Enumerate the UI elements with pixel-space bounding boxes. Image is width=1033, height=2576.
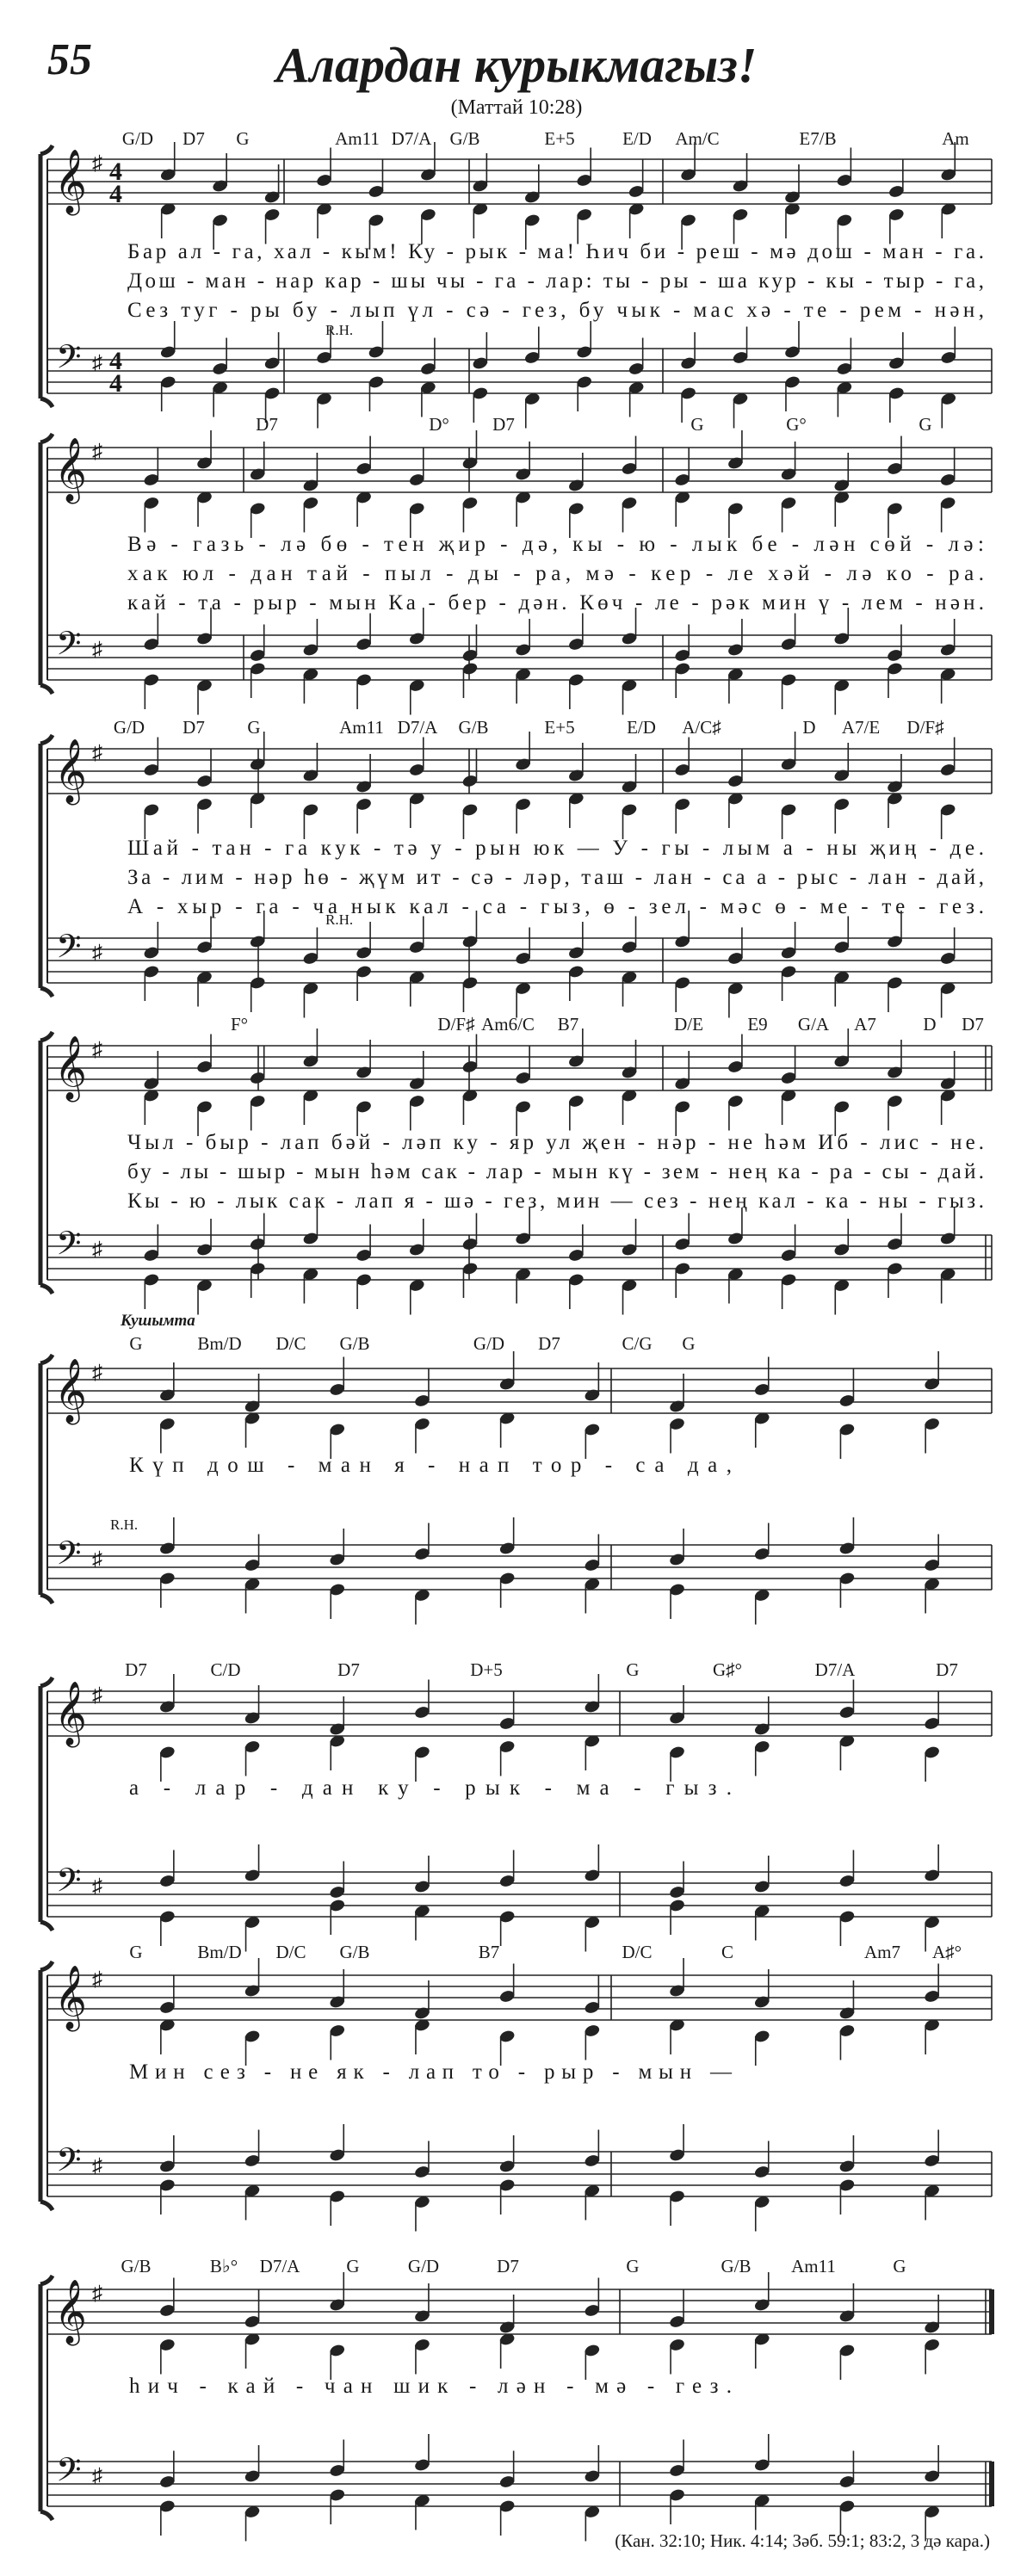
sharp-icon: ♯ [92,1684,102,1707]
lyric-line: Кы - ю - лык сак - лап я - шә - гез, мин — сез - нең кал - ка - ны - гыз. [127,1189,984,1213]
chord-symbol: C/D [210,1659,241,1680]
chord-symbol: B7 [557,1014,579,1035]
chord-symbol: G/D [121,128,154,149]
chord-symbol: G/A [797,1014,830,1035]
lyric-line: Күп дош - ман я - нап тор - са да, [129,1454,732,1477]
chord-symbol: E9 [747,1014,768,1035]
treble-clef-icon: 𝄞 [54,1683,87,1744]
chord-symbol: Am7 [864,1942,900,1962]
chord-symbol: G/B [121,2256,152,2276]
chord-symbol: G/B [339,1333,370,1354]
music-system [40,717,992,1018]
bass-clef-icon: 𝄢 [56,339,82,383]
chord-symbol: Am [942,128,969,149]
lyric-line: Мин сез - не як - лап то - рыр - мын — [129,2060,732,2084]
chord-symbol: D° [429,414,449,435]
chord-symbol: Am11 [335,128,380,149]
rh-marking: R.H. [325,322,354,338]
lyric-line: Бар ал - га, хал - кым! Ку - рык - ма! Һич би - реш - мә дош - ман - га. [127,240,984,263]
chord-symbol: E7/B [799,128,837,149]
lyric-line: Чыл - быр - лап бәй - ләп ку - яр ул җен - нәр - не һәм Иб - лис - не. [127,1131,984,1154]
chord-symbol: E/D [622,128,652,149]
lyric-line: Сез туг - ры бу - лып үл - сә - гез, бу чык - мас хә - те - рем - нән, [127,299,984,322]
chord-symbol: D7 [497,2256,519,2276]
chord-symbol: D/C [622,1942,653,1962]
hymn-number: 55 [47,35,92,84]
lyric-line: Вә - газь - лә бө - тен җир - дә, кы - ю - лык бе - лән сөй - лә: [127,533,984,556]
sharp-icon: ♯ [92,1039,102,1061]
sharp-icon: ♯ [92,441,102,463]
bass-clef-icon: 𝄢 [56,1535,82,1579]
lyric-line: За - лим - нәр һө - җүм ит - сә - ләр, таш - лан - са а - рыс - лан - дай, [127,866,985,889]
music-system [40,1312,992,1625]
chord-symbol: D/F♯ [437,1014,475,1035]
chord-symbol: C/G [622,1333,653,1354]
chord-symbol: D+5 [470,1659,503,1680]
chord-symbol: G [690,414,704,435]
chord-symbol: G/D [113,717,145,738]
music-system [40,1014,992,1315]
chord-symbol: C [721,1942,734,1962]
chord-symbol: B♭° [209,2256,238,2276]
footer-references: (Кан. 32:10; Ник. 4:14; Зәб. 59:1; 83:2, 3 дә кара.) [615,2530,990,2551]
lyric-line: һич - кай - чан шик - лән - мә - гез. [129,2375,733,2398]
chord-symbol: G° [786,414,807,435]
lyric-line: кай - та - рыр - мын Ка - бер - дән. Көч - ле - рәк мин ү - лем - нән. [127,591,984,615]
chord-symbol: G/D [473,1333,505,1354]
refrain-label: Кушымта [121,1312,195,1330]
chord-symbol: D7/A [397,717,438,738]
treble-clef-icon: 𝄞 [54,740,87,801]
bass-clef-icon: 𝄢 [56,626,82,670]
chord-symbol: D/E [674,1014,703,1035]
sharp-icon: ♯ [92,639,102,661]
chord-symbol: G/B [458,717,489,738]
chord-symbol: G/B [721,2256,752,2276]
treble-clef-icon: 𝄞 [54,2281,87,2342]
chord-symbol: Am11 [791,2256,836,2276]
sharp-icon: ♯ [92,1548,102,1571]
chord-symbol: A♯° [931,1942,962,1962]
sharp-icon: ♯ [92,1239,102,1261]
chord-symbol: Am11 [339,717,384,738]
lyric-line: Шай - тан - га кук - тә у - рын юк — У - гы - лым а - ны җиң - де. [127,837,985,860]
chord-symbol: D7 [125,1659,147,1680]
chord-symbol: G [893,2256,906,2276]
chord-symbol: D7 [337,1659,360,1680]
chord-symbol: D7 [538,1333,560,1354]
sharp-icon: ♯ [92,1875,102,1898]
chord-symbol: E+5 [544,128,575,149]
chord-symbol: G/D [407,2256,440,2276]
chord-symbol: G/B [339,1942,370,1962]
chord-symbol: E+5 [544,717,575,738]
time-signature-digit: 4 [109,180,122,208]
lyric-line: Дош - ман - нар кар - шы чы - га - лар: ты - ры - ша кур - кы - тыр - га, [127,269,984,293]
chord-symbol: A7/E [841,717,881,738]
chord-symbol: G [247,717,261,738]
treble-clef-icon: 𝄞 [54,1037,87,1098]
chord-symbol: Am/C [675,128,720,149]
chord-symbol: D [802,717,816,738]
treble-clef-icon: 𝄞 [54,439,87,500]
treble-clef-icon: 𝄞 [54,1967,87,2028]
treble-clef-icon: 𝄞 [54,1360,87,1421]
lyric-line: а - лар - дан ку - рык - ма - гыз. [129,1776,733,1800]
chord-symbol: D7 [492,414,515,435]
rh-marking: R.H. [110,1517,139,1533]
time-signature-digit: 4 [109,158,122,186]
chord-symbol: B7 [478,1942,500,1962]
chord-symbol: Bm/D [197,1942,242,1962]
chord-symbol: F° [230,1014,249,1035]
lyric-line: бу - лы - шыр - мын һәм сак - лар - мын кү - зем - нең ка - ра - сы - дай. [127,1160,984,1183]
hymn-title: Алардан курыкмагыз! [275,37,758,93]
bass-clef-icon: 𝄢 [56,1863,82,1906]
chord-symbol: G [129,1333,143,1354]
chord-symbol: D7 [256,414,278,435]
chord-symbol: D7/A [259,2256,300,2276]
music-system [40,414,992,715]
chord-symbol: D/F♯ [906,717,944,738]
sharp-icon: ♯ [92,1362,102,1384]
chord-symbol: G [129,1942,143,1962]
chord-symbol: D7 [962,1014,984,1035]
chord-symbol: D/C [275,1333,306,1354]
music-system [40,1659,992,1952]
sharp-icon: ♯ [92,2283,102,2305]
time-signature-digit: 4 [109,369,122,398]
bass-clef-icon: 𝄢 [56,2142,82,2186]
chord-symbol: G [682,1333,696,1354]
chord-symbol: D7 [182,128,205,149]
sharp-icon: ♯ [92,152,102,175]
chord-symbol: G [346,2256,360,2276]
chord-symbol: G [626,2256,640,2276]
time-signature-digit: 4 [109,347,122,375]
sharp-icon: ♯ [92,2155,102,2178]
chord-symbol: Bm/D [197,1333,242,1354]
chord-symbol: D/C [275,1942,306,1962]
music-system [40,1942,992,2232]
chord-symbol: E/D [627,717,656,738]
chord-symbol: Am6/C [481,1014,535,1035]
treble-clef-icon: 𝄞 [54,151,87,212]
chord-symbol: D7 [936,1659,958,1680]
chord-symbol: G [236,128,250,149]
sharp-icon: ♯ [92,942,102,964]
rh-marking: R.H. [325,911,354,928]
chord-symbol: G♯° [712,1659,743,1680]
lyric-line: хак юл - дан тай - пыл - ды - ра, мә - кер - ле хәй - лә ко - ра. [127,562,984,585]
bass-clef-icon: 𝄢 [56,1226,82,1269]
chord-symbol: G/B [449,128,480,149]
chord-symbol: D7 [182,717,205,738]
music-system [40,2256,992,2542]
scripture-reference: (Маттай 10:28) [450,96,583,119]
chord-symbol: A/C♯ [682,717,721,738]
chord-symbol: G [919,414,932,435]
chord-symbol: G [626,1659,640,1680]
sharp-icon: ♯ [92,2465,102,2487]
chord-symbol: A7 [854,1014,876,1035]
chord-symbol: D [923,1014,937,1035]
chord-symbol: D7/A [391,128,432,149]
lyric-line: А - хыр - га - ча нык кал - са - гыз, ө - зел - мәс ө - ме - те - гез. [127,895,984,918]
sharp-icon: ♯ [92,1968,102,1991]
sharp-icon: ♯ [92,352,102,374]
sharp-icon: ♯ [92,742,102,764]
bass-clef-icon: 𝄢 [56,2452,82,2496]
chord-symbol: D7/A [814,1659,856,1680]
music-system [40,128,992,429]
bass-clef-icon: 𝄢 [56,929,82,973]
